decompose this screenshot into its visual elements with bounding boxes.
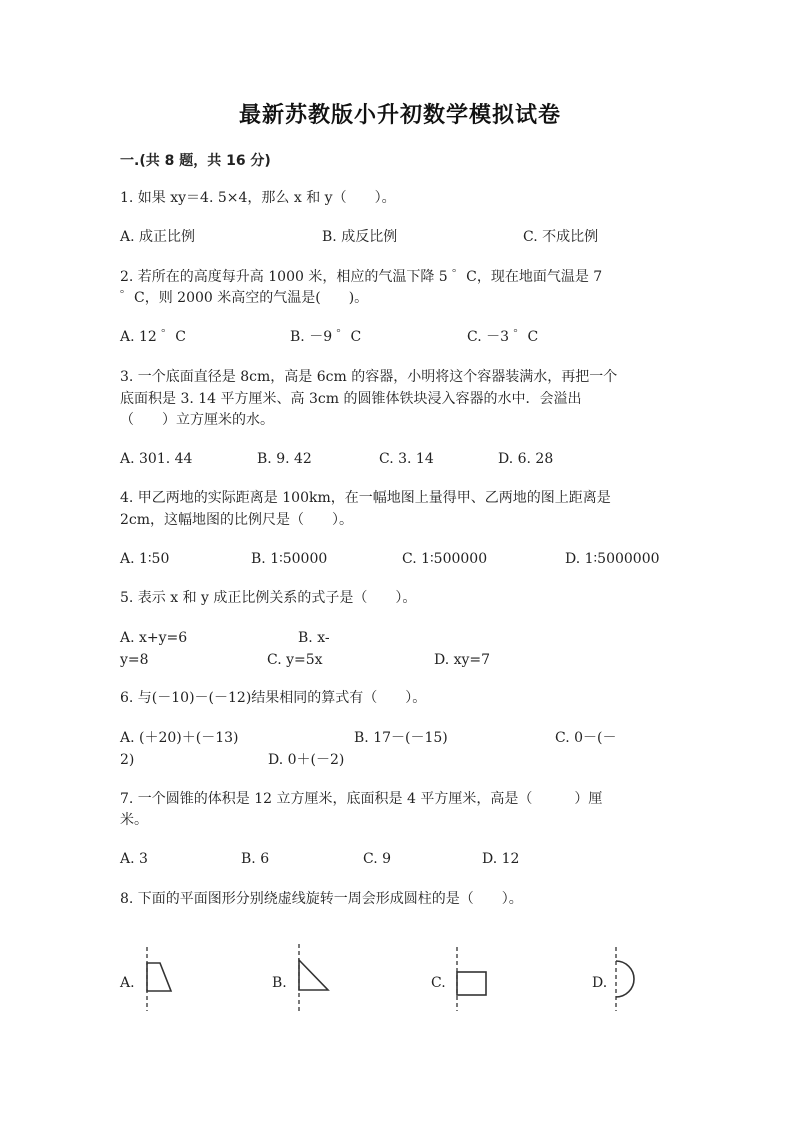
question-2-option-c: C. －3 ゜C <box>467 329 539 345</box>
trapezoid-shape <box>147 963 171 991</box>
question-3-stem-line-2: 底面积是 3. 14 平方厘米、高 3cm 的圆锥体铁块浸入容器的水中．会溢出 <box>120 391 582 407</box>
question-3-option-d: D. 6. 28 <box>498 451 554 467</box>
question-1-stem: 1. 如果 xy＝4. 5×4，那么 x 和 y（ ）。 <box>120 190 396 206</box>
question-4-option-c: C. 1∶500000 <box>402 551 488 567</box>
question-5-option-a: A. x+y=6 <box>120 630 188 646</box>
question-1-option-a: A. 成正比例 <box>120 229 196 245</box>
question-8-stem: 8. 下面的平面图形分别绕虚线旋转一周会形成圆柱的是（ ）。 <box>120 891 523 907</box>
question-3-stem-line-1: 3. 一个底面直径是 8cm，高是 6cm 的容器，小明将这个容器装满水，再把一个 <box>120 369 618 385</box>
section-heading: 一.(共 8 题，共 16 分) <box>120 153 271 169</box>
question-5-stem: 5. 表示 x 和 y 成正比例关系的式子是（ ）。 <box>120 590 417 606</box>
question-2-option-b: B. －9 ゜C <box>290 329 362 345</box>
question-4-option-b: B. 1∶50000 <box>251 551 328 567</box>
question-6-option-c-continued: 2) <box>120 752 135 768</box>
rectangle-shape <box>457 972 486 995</box>
question-6-stem: 6. 与(－10)－(－12)结果相同的算式有（ ）。 <box>120 690 427 706</box>
question-4-stem-line-2: 2cm，这幅地图的比例尺是（ ）。 <box>120 512 354 528</box>
question-2-option-a: A. 12 ゜C <box>120 329 186 345</box>
question-2-stem-line-2: ゜C，则 2000 米高空的气温是( )。 <box>120 290 369 306</box>
triangle-shape <box>299 960 328 990</box>
question-6-option-a: A. (＋20)＋(－13) <box>120 730 239 746</box>
question-8-option-c-label: C. <box>431 975 446 991</box>
question-8-figure-a <box>138 945 178 1013</box>
question-5-option-d: D. xy=7 <box>434 652 491 668</box>
question-7-option-c: C. 9 <box>363 851 392 867</box>
question-3-option-c: C. 3. 14 <box>379 451 434 467</box>
question-6-option-c: C. 0－(－ <box>555 730 617 746</box>
question-1-option-c: C. 不成比例 <box>523 229 599 245</box>
question-4-option-d: D. 1∶5000000 <box>565 551 660 567</box>
question-4-option-a: A. 1∶50 <box>120 551 170 567</box>
question-6-option-b: B. 17－(－15) <box>354 730 448 746</box>
question-8-option-b-label: B. <box>272 975 287 991</box>
question-4-stem-line-1: 4. 甲乙两地的实际距离是 100km，在一幅地图上量得甲、乙两地的图上距离是 <box>120 490 611 506</box>
question-3-option-b: B. 9. 42 <box>257 451 312 467</box>
question-2-stem-line-1: 2. 若所在的高度每升高 1000 米，相应的气温下降 5 ゜C，现在地面气温是 7 <box>120 269 603 285</box>
question-5-option-b: B. x- <box>298 630 330 646</box>
question-3-option-a: A. 301. 44 <box>120 451 193 467</box>
question-8-option-d-label: D. <box>592 975 608 991</box>
question-7-option-a: A. 3 <box>120 851 148 867</box>
question-7-stem-line-1: 7. 一个圆锥的体积是 12 立方厘米，底面积是 4 平方厘米，高是（ ）厘 <box>120 791 603 807</box>
question-7-option-d: D. 12 <box>482 851 520 867</box>
question-6-option-d: D. 0＋(－2) <box>268 752 345 768</box>
question-8-figure-c <box>448 945 492 1013</box>
question-3-stem-line-3: （ ）立方厘米的水。 <box>120 412 274 428</box>
question-7-stem-line-2: 米。 <box>120 812 148 828</box>
question-7-option-b: B. 6 <box>241 851 270 867</box>
question-8-figure-d <box>606 945 646 1013</box>
question-8-figure-b <box>290 942 334 1014</box>
question-5-option-b-continued: y=8 <box>120 652 149 668</box>
page-title: 最新苏教版小升初数学模拟试卷 <box>238 103 561 128</box>
question-8-option-a-label: A. <box>120 975 135 991</box>
question-5-option-c: C. y=5x <box>267 652 323 668</box>
semicircle-shape <box>616 961 634 997</box>
question-1-option-b: B. 成反比例 <box>322 229 398 245</box>
